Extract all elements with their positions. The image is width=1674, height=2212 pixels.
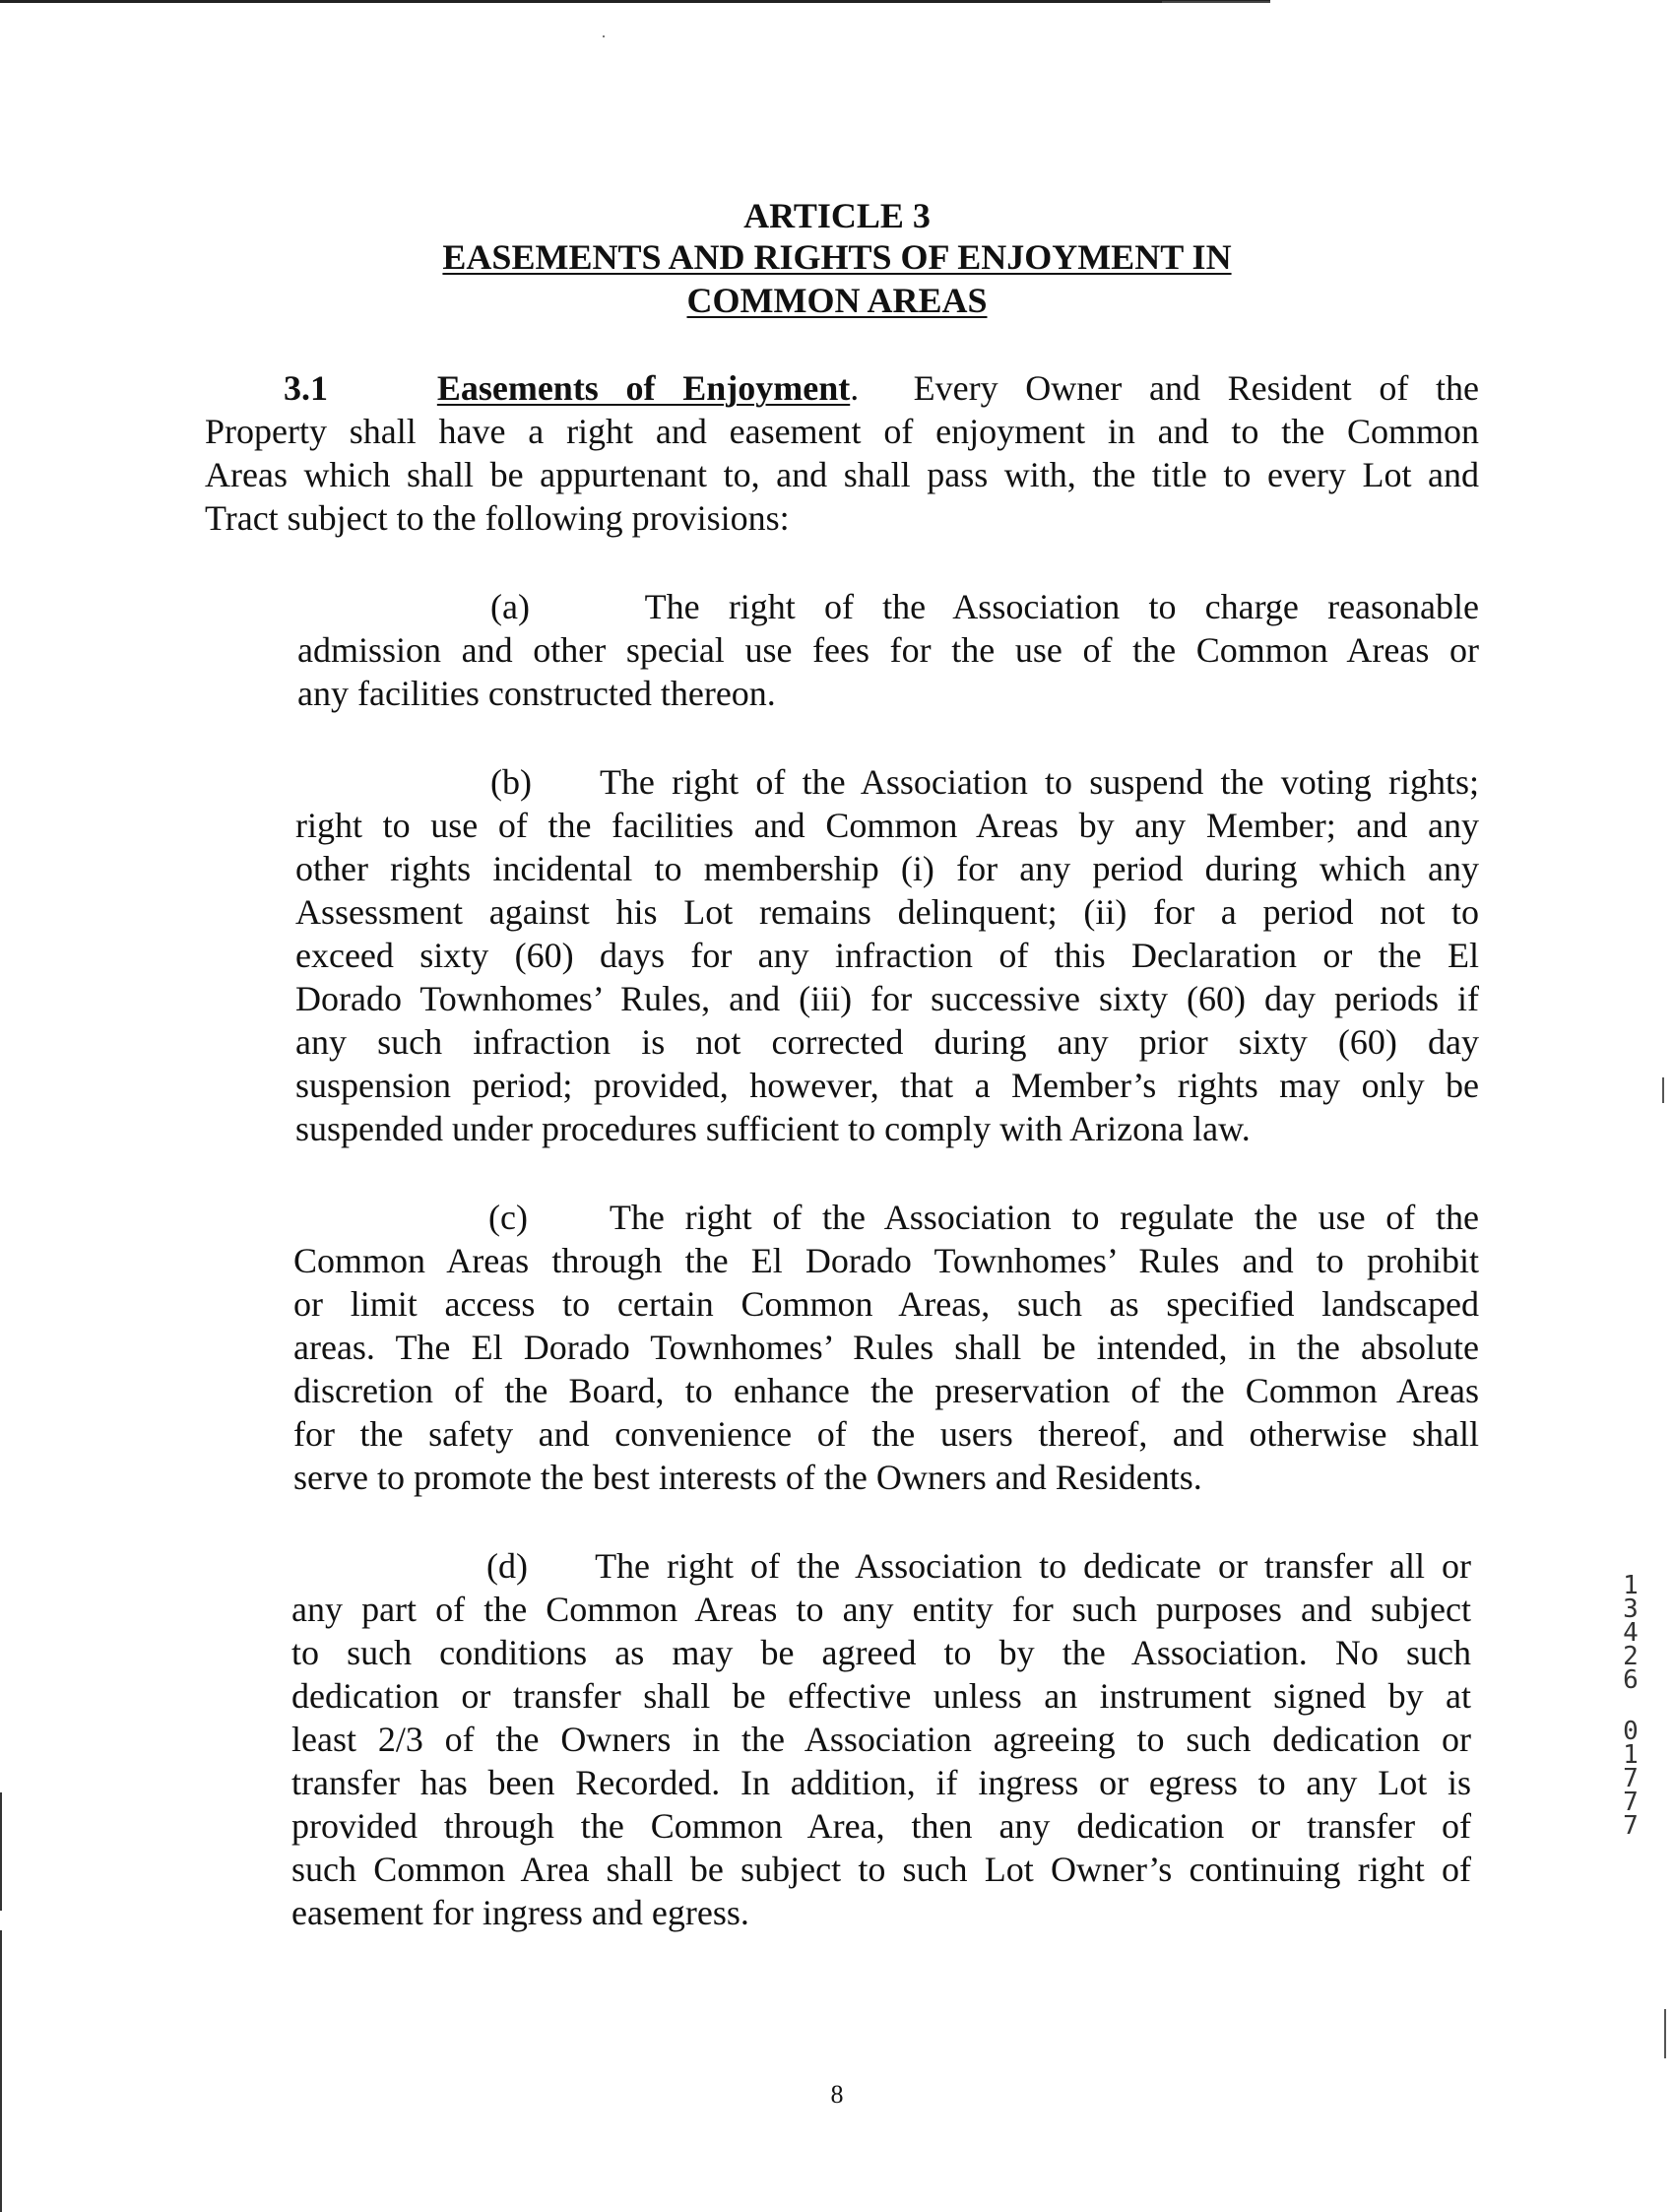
provision-line: exceed sixty (60) days for any infraction of this Declaration or the El — [295, 936, 1479, 975]
stamp-digit: 0 — [1623, 1717, 1639, 1746]
provision-line: discretion of the Board, to enhance the preservation of the Common Areas — [293, 1371, 1479, 1410]
scan-speck-right-lower — [1664, 2009, 1666, 2058]
provision-line: The right of the Association to suspend the voting rights; — [599, 762, 1479, 802]
scan-top-rule — [0, 0, 1270, 3]
provision-line: Assessment against his Lot remains delinquent; (ii) for a period not to — [295, 892, 1479, 932]
section-intro-line: Property shall have a right and easement of enjoyment in and to the Common — [205, 412, 1479, 451]
provision-line: to such conditions as may be agreed to by the Association. No such — [291, 1633, 1471, 1672]
stamp-digit: 2 — [1623, 1642, 1639, 1671]
provision-line: any facilities constructed thereon. — [297, 674, 776, 713]
provision-line: dedication or transfer shall be effective unless an instrument signed by at — [291, 1676, 1471, 1716]
provision-line: The right of the Association to regulate the use of the — [609, 1198, 1480, 1237]
provision-a-first-line — [297, 585, 1479, 628]
section-3-1-paragraph — [205, 366, 1479, 540]
provision-line: transfer has been Recorded. In addition, if ingress or egress to any Lot is — [291, 1763, 1471, 1802]
stamp-digit: 3 — [1623, 1594, 1639, 1624]
provision-b — [295, 760, 1479, 1150]
stamp-digit: 7 — [1623, 1811, 1639, 1841]
provision-a — [297, 585, 1479, 715]
stamp-digit: 1 — [1623, 1571, 1639, 1600]
scan-speck — [603, 35, 605, 37]
provision-line: admission and other special use fees for the use of the Common Areas or — [297, 630, 1479, 670]
article-title-line1-text: EASEMENTS AND RIGHTS OF ENJOYMENT IN — [442, 237, 1232, 277]
provision-label: (d) — [486, 1546, 528, 1586]
stamp-digit: 7 — [1623, 1788, 1639, 1817]
provision-line: any such infraction is not corrected during any prior sixty (60) day — [295, 1022, 1479, 1062]
section-number: 3.1 — [284, 368, 328, 408]
provision-label: (b) — [490, 762, 532, 802]
section-intro-line: Every Owner and Resident of the — [913, 368, 1480, 408]
provision-line: The right of the Association to dedicate or transfer all or — [595, 1546, 1471, 1586]
provision-label: (a) — [490, 587, 530, 626]
section-3-1-first-line — [205, 366, 1479, 410]
stamp-digit: 1 — [1623, 1740, 1639, 1770]
stamp-gap — [1619, 1692, 1642, 1720]
provision-line: Common Areas through the El Dorado Townhomes’ Rules and to prohibit — [293, 1241, 1479, 1280]
provision-line: suspended under procedures sufficient to comply with Arizona law. — [295, 1109, 1251, 1148]
section-title-punct: . — [850, 368, 860, 408]
section-title: Easements of Enjoyment — [436, 368, 851, 408]
scan-margin-line — [0, 1792, 2, 1911]
provision-d-first-line — [291, 1544, 1471, 1588]
article-title-line1 — [0, 236, 1674, 278]
provision-c-first-line — [293, 1196, 1479, 1239]
provision-line: any part of the Common Areas to any entity for such purposes and subject — [291, 1590, 1471, 1629]
stamp-digit: 7 — [1623, 1764, 1639, 1793]
provision-line: provided through the Common Area, then any dedication or transfer of — [291, 1806, 1471, 1846]
provision-line: Dorado Townhomes’ Rules, and (iii) for successive sixty (60) day periods if — [295, 979, 1479, 1018]
provision-line: right to use of the facilities and Common Areas by any Member; and any — [295, 806, 1479, 845]
provision-line: suspension period; provided, however, that a Member’s rights may only be — [295, 1066, 1479, 1105]
scan-speck-right — [1662, 1077, 1664, 1103]
provision-line: areas. The El Dorado Townhomes’ Rules shall be intended, in the absolute — [293, 1328, 1479, 1367]
section-intro-line: Tract subject to the following provisions: — [205, 498, 790, 538]
article-title-line2-text: COMMON AREAS — [686, 281, 988, 320]
scan-top-rule-fragment — [1162, 1, 1270, 3]
article-number-text: ARTICLE 3 — [743, 196, 931, 235]
stamp-digit: 6 — [1623, 1665, 1639, 1695]
page-number: 8 — [830, 2080, 844, 2109]
article-title-line2 — [0, 280, 1674, 321]
provision-line: easement for ingress and egress. — [291, 1893, 749, 1932]
provision-d — [291, 1544, 1471, 1934]
section-intro-line: Areas which shall be appurtenant to, and shall pass with, the title to every Lot and — [205, 455, 1479, 494]
scan-margin-line-lower — [0, 1930, 2, 2212]
provision-b-first-line — [295, 760, 1479, 804]
provision-line: such Common Area shall be subject to such Lot Owner’s continuing right of — [291, 1850, 1471, 1889]
provision-line: for the safety and convenience of the users thereof, and otherwise shall — [293, 1414, 1479, 1454]
provision-line: or limit access to certain Common Areas, such as specified landscaped — [293, 1284, 1479, 1324]
stamp-digit: 4 — [1623, 1618, 1639, 1648]
provision-label: (c) — [488, 1198, 528, 1237]
article-number — [0, 195, 1674, 236]
provision-c — [293, 1196, 1479, 1499]
provision-line: other rights incidental to membership (i) for any period during which any — [295, 849, 1479, 888]
provision-line: serve to promote the best interests of the Owners and Residents. — [293, 1458, 1202, 1497]
provision-line: The right of the Association to charge reasonable — [644, 587, 1479, 626]
recording-stamp — [1619, 1571, 1642, 1841]
provision-line: least 2/3 of the Owners in the Association agreeing to such dedication or — [291, 1720, 1471, 1759]
